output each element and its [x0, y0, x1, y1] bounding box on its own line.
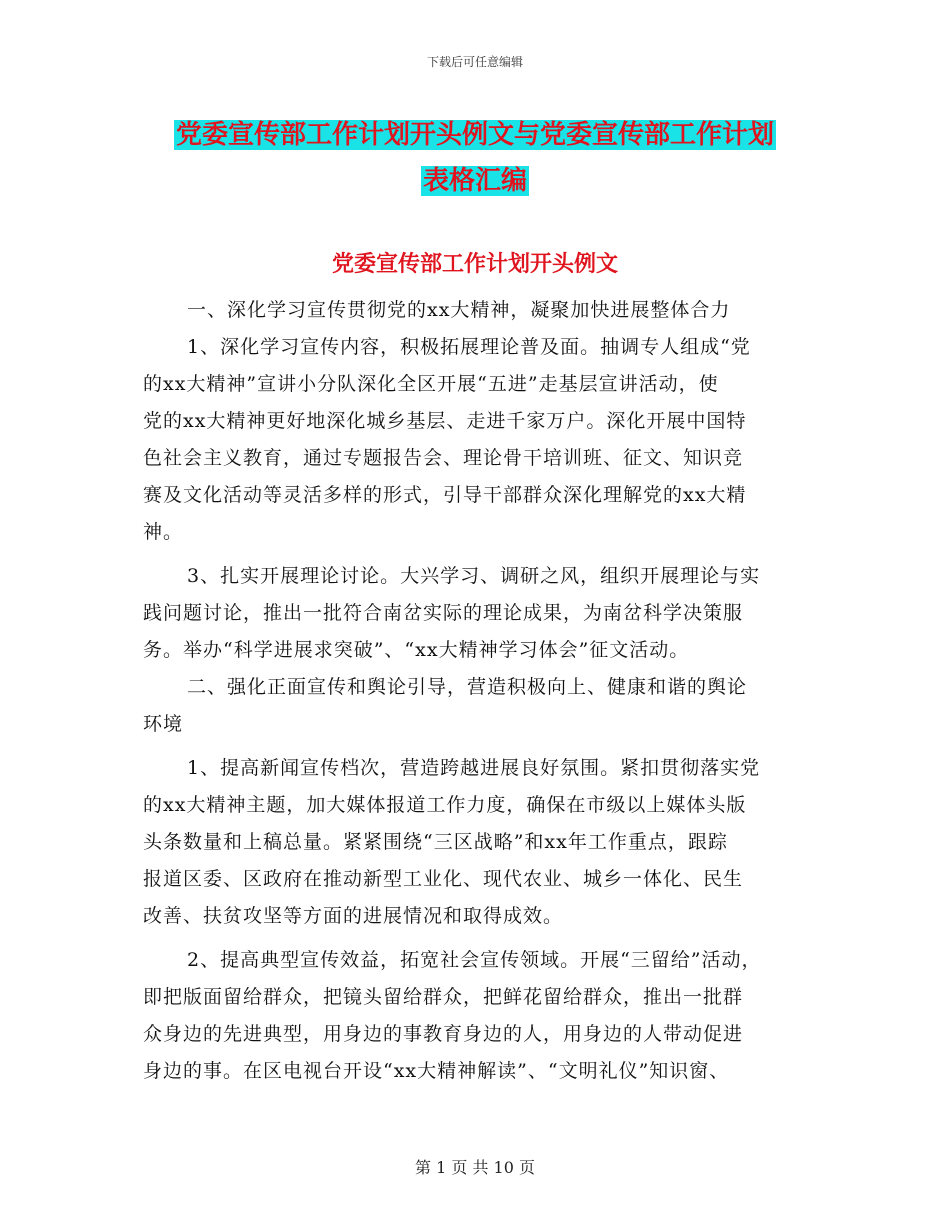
paragraph [143, 558, 818, 669]
paragraph-gap [143, 551, 818, 558]
paragraph-line: 1、深化学习宣传内容，积极拓展理论普及面。抽调专人组成“党 [187, 336, 751, 358]
paragraph [143, 942, 818, 1090]
paragraph-gap [143, 743, 818, 750]
paragraph-line: 改善、扶贫攻坚等方面的进展情况和取得成效。 [143, 905, 564, 927]
document-title-line-2: 表格汇编 [422, 166, 527, 196]
paragraph-line: 报道区委、区政府在推动新型工业化、现代农业、城乡一体化、民生 [143, 868, 744, 890]
paragraph-line: 2、提高典型宣传效益，拓宽社会宣传领域。开展“三留给”活动， [187, 949, 762, 971]
paragraph-line: 色社会主义教育，通过专题报告会、理论骨干培训班、征文、知识竞 [143, 447, 744, 469]
paragraph-line: 3、扎实开展理论讨论。大兴学习、调研之风，组织开展理论与实 [187, 565, 761, 587]
paragraph [143, 750, 818, 935]
body-content [143, 292, 818, 1090]
paragraph-line: 神。 [143, 521, 184, 543]
paragraph [143, 329, 818, 551]
header-note: 下载后可任意编辑 [426, 55, 523, 69]
paragraph-line: 1、提高新闻宣传档次，营造跨越进展良好氛围。紧扣贯彻落实党 [187, 757, 761, 779]
paragraph [143, 292, 818, 329]
document-title-line-1: 党委宣传部工作计划开头例文与党委宣传部工作计划 [175, 120, 774, 150]
section-heading: 党委宣传部工作计划开头例文 [331, 252, 618, 277]
paragraph-line: 即把版面留给群众，把镜头留给群众，把鲜花留给群众，推出一批群 [143, 986, 744, 1008]
paragraph [143, 669, 818, 743]
paragraph-line: 党的xx大精神更好地深化城乡基层、走进千家万户。深化开展中国特 [143, 410, 747, 432]
paragraph-line: 一、深化学习宣传贯彻党的xx大精神，凝聚加快进展整体合力 [187, 299, 731, 321]
paragraph-line: 的xx大精神”宣讲小分队深化全区开展“五进”走基层宣讲活动，使 [143, 373, 719, 395]
paragraph-line: 环境 [143, 713, 184, 735]
page-footer: 第 1 页 共 10 页 [415, 1158, 535, 1177]
paragraph-line: 务。举办“科学进展求突破”、“xx大精神学习体会”征文活动。 [143, 639, 690, 661]
paragraph-line: 二、强化正面宣传和舆论引导，营造积极向上、健康和谐的舆论 [187, 676, 748, 698]
paragraph-line: 众身边的先进典型，用身边的事教育身边的人，用身边的人带动促进 [143, 1023, 744, 1045]
paragraph-line: 赛及文化活动等灵活多样的形式，引导干部群众深化理解党的xx大精 [143, 484, 747, 506]
document-title [0, 112, 950, 204]
paragraph-line: 身边的事。在区电视台开设“xx大精神解读”、“文明礼仪”知识窗、 [143, 1060, 730, 1082]
paragraph-line: 践问题讨论，推出一批符合南岔实际的理论成果，为南岔科学决策服 [143, 602, 744, 624]
paragraph-line: 头条数量和上稿总量。紧紧围绕“三区战略”和xx年工作重点，跟踪 [143, 831, 728, 853]
paragraph-line: 的xx大精神主题，加大媒体报道工作力度，确保在市级以上媒体头版 [143, 794, 747, 816]
paragraph-gap [143, 935, 818, 942]
